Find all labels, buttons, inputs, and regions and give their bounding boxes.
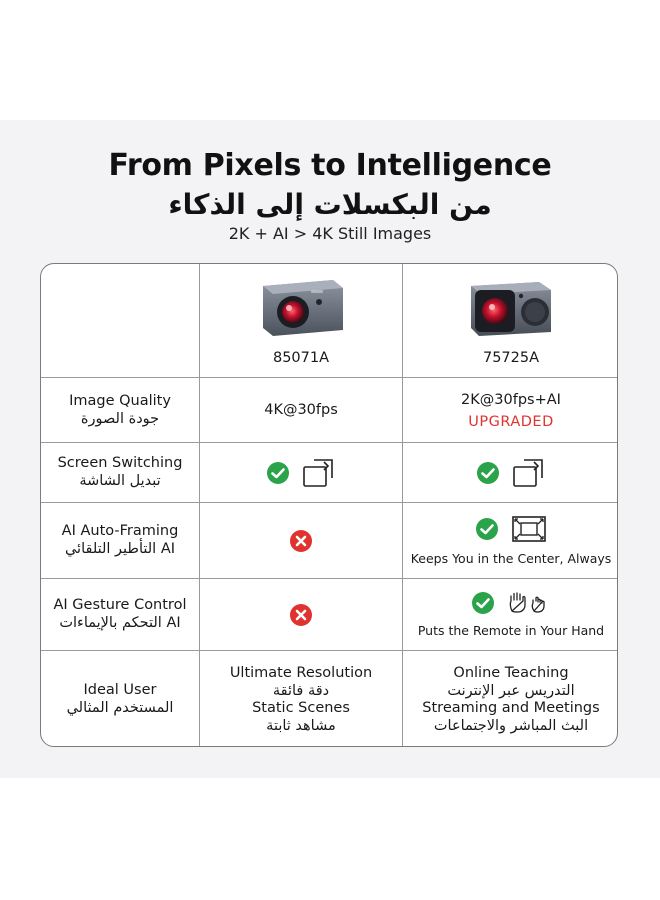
check-circle-icon — [471, 591, 495, 615]
screen-switching-75725A — [403, 443, 618, 502]
ideal-user-text-arabic: مشاهد ثابتة — [266, 717, 336, 734]
feature-label-arabic: جودة الصورة — [80, 410, 160, 427]
x-circle-icon — [289, 603, 313, 627]
image-quality-85071A — [200, 378, 402, 442]
resolution-value: 2K@30fps+AI — [461, 391, 561, 408]
feature-label-arabic: AI التحكم بالإيماءات — [59, 615, 181, 631]
row-label-ideal-user — [41, 651, 199, 747]
product-model-label: 85071A — [272, 349, 330, 366]
check-circle-icon — [476, 461, 500, 485]
feature-caption: Keeps You in the Center, Always — [410, 551, 612, 566]
feature-label-arabic: تبديل الشاشة — [79, 473, 161, 489]
page-title: From Pixels to Intelligence — [108, 148, 552, 183]
webcam-75725A-image — [465, 276, 557, 340]
screen-switch-icon — [512, 458, 546, 488]
feature-caption: Puts the Remote in Your Hand — [417, 623, 605, 638]
product-model-label: 75725A — [482, 349, 540, 366]
ideal-user-text: Streaming and Meetings — [422, 699, 600, 716]
feature-label: Screen Switching — [57, 455, 183, 471]
check-circle-icon — [475, 517, 499, 541]
webcam-85071A-image — [253, 276, 349, 340]
check-circle-icon — [266, 461, 290, 485]
x-circle-icon — [289, 529, 313, 553]
auto-framing-icon — [511, 515, 547, 543]
feature-label: AI Gesture Control — [53, 597, 187, 613]
page-title-arabic: من البكسلات إلى الذكاء — [168, 188, 492, 221]
ideal-user-text: Static Scenes — [252, 699, 350, 716]
screen-switching-85071A — [200, 443, 402, 502]
gesture-control-85071A — [200, 579, 402, 650]
feature-label: AI Auto-Framing — [61, 523, 179, 539]
row-label-auto-framing — [41, 503, 199, 578]
feature-label: Image Quality — [69, 392, 171, 409]
ideal-user-text: Ultimate Resolution — [229, 664, 373, 681]
content-panel — [0, 120, 660, 778]
product-75725A — [403, 264, 618, 377]
ideal-user-75725A — [403, 651, 618, 747]
row-label-image-quality — [41, 378, 199, 442]
ideal-user-85071A — [200, 651, 402, 747]
row-label-screen-switching — [41, 443, 199, 502]
gesture-control-75725A — [403, 579, 618, 650]
auto-framing-85071A — [200, 503, 402, 578]
product-85071A — [200, 264, 402, 377]
ideal-user-text-arabic: التدريس عبر الإنترنت — [447, 682, 575, 699]
resolution-value: 4K@30fps — [264, 401, 338, 418]
upgraded-badge: UPGRADED — [468, 413, 554, 430]
hand-gesture-icon — [507, 591, 551, 615]
auto-framing-75725A — [403, 503, 618, 578]
feature-label-arabic: المستخدم المثالي — [66, 700, 174, 716]
ideal-user-text-arabic: دقة فائقة — [272, 682, 330, 699]
feature-label-arabic: AI التأطير التلقائي — [64, 541, 176, 557]
feature-label: Ideal User — [83, 682, 157, 698]
image-quality-75725A — [403, 378, 618, 442]
page-subtitle: 2K + AI > 4K Still Images — [228, 224, 432, 243]
screen-switch-icon — [302, 458, 336, 488]
row-label-gesture-control — [41, 579, 199, 650]
comparison-table — [40, 263, 618, 747]
ideal-user-text: Online Teaching — [453, 664, 569, 681]
ideal-user-text-arabic: البث المباشر والاجتماعات — [433, 717, 589, 734]
